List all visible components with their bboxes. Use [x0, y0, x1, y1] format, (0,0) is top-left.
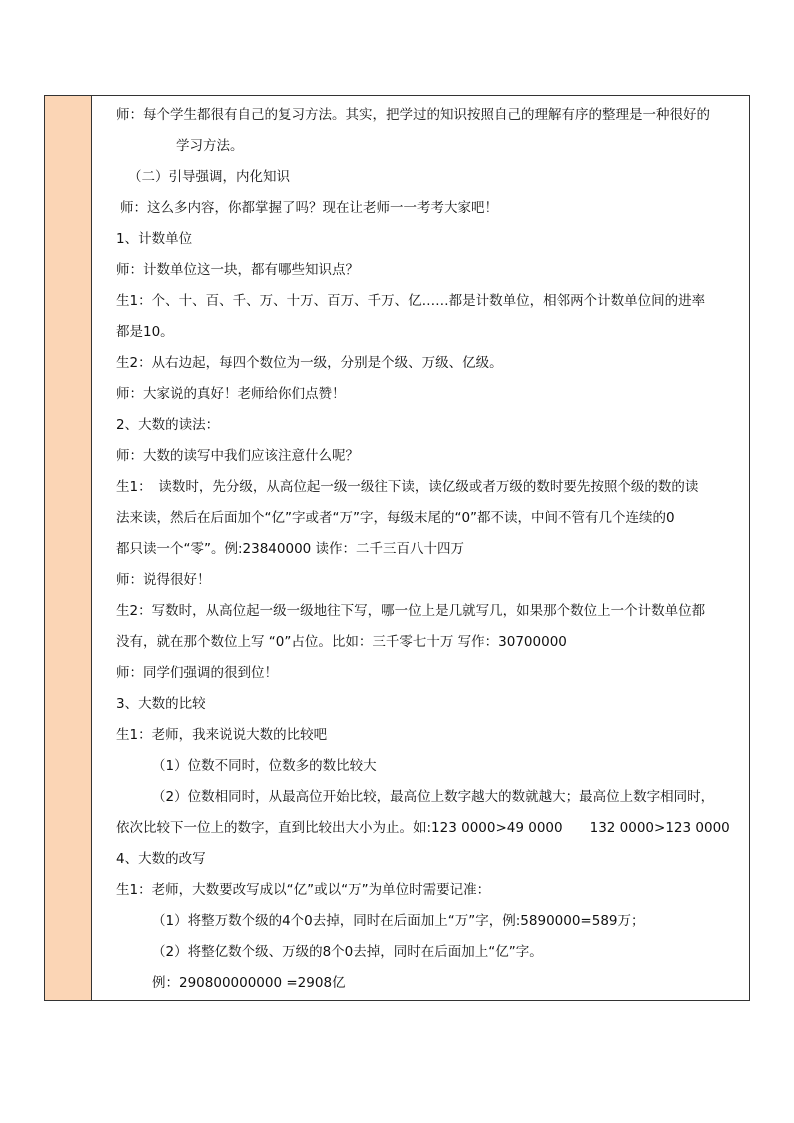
text-line: 生2：从右边起，每四个数位为一级，分别是个级、万级、亿级。: [116, 355, 503, 371]
text-line: 师：大数的读写中我们应该注意什么呢？: [116, 448, 359, 464]
lesson-table: [44, 95, 750, 1001]
section-heading: 4、大数的改写: [116, 851, 206, 867]
text-line: （2）将整亿数个级、万级的8个0去掉，同时在后面加上“亿”字。: [152, 944, 543, 960]
text-line: 生1：个、十、百、千、万、十万、百万、千万、亿……都是计数单位，相邻两个计数单位间的进率: [116, 293, 706, 309]
text-line: 依次比较下一位上的数字，直到比较出大小为止。如:123 0000>49 0000 132 0000>123 0000: [116, 820, 730, 836]
section-heading: 3、大数的比较: [116, 696, 206, 712]
text-line: 师：说得很好！: [116, 572, 211, 588]
text-line: 生2：写数时，从高位起一级一级地往下写，哪一位上是几就写几，如果那个数位上一个计数单位都: [116, 603, 706, 619]
text-line: 师：这么多内容，你都掌握了吗？现在让老师一一考考大家吧！: [120, 200, 498, 216]
text-line: 都只读一个“零”。例:23840000 读作：二千三百八十四万: [116, 541, 465, 557]
text-line: 师：计数单位这一块，都有哪些知识点？: [116, 262, 359, 278]
text-line: 法来读，然后在后面加个“亿”字或者“万”字，每级末尾的“0”都不读，中间不管有几个连续的0: [116, 510, 675, 526]
text-line: 师：同学们强调的很到位！: [116, 665, 278, 681]
text-line: 师：大家说的真好！老师给你们点赞！: [116, 386, 346, 402]
section-heading: 1、计数单位: [116, 231, 193, 247]
section-heading: 2、大数的读法：: [116, 417, 220, 433]
side-column: [45, 96, 92, 1000]
text-line: 生1：老师，大数要改写成以“亿”或以“万”为单位时需要记准：: [116, 882, 491, 898]
text-line: （1）位数不同时，位数多的数比较大: [152, 758, 377, 774]
text-line: 学习方法。: [176, 138, 244, 154]
text-line: 没有，就在那个数位上写 “0”占位。比如：三千零七十万 写作：30700000: [116, 634, 567, 650]
section-heading: （二）引导强调，内化知识: [128, 169, 290, 185]
text-line: 例：290800000000 =2908亿: [152, 975, 346, 991]
text-line: （2）位数相同时，从最高位开始比较，最高位上数字越大的数就越大；最高位上数字相同时，: [152, 789, 715, 805]
text-line: （1）将整万数个级的4个0去掉，同时在后面加上“万”字，例:5890000=589万；: [152, 913, 645, 929]
text-line: 生1：老师，我来说说大数的比较吧: [116, 727, 328, 743]
text-line: 师：每个学生都很有自己的复习方法。其实，把学过的知识按照自己的理解有序的整理是一种很好的: [116, 107, 710, 123]
lesson-content: [92, 96, 749, 1000]
text-line: 都是10。: [116, 324, 174, 340]
text-line: 生1： 读数时，先分级，从高位起一级一级往下读，读亿级或者万级的数时要先按照个级的数的读: [116, 479, 699, 495]
